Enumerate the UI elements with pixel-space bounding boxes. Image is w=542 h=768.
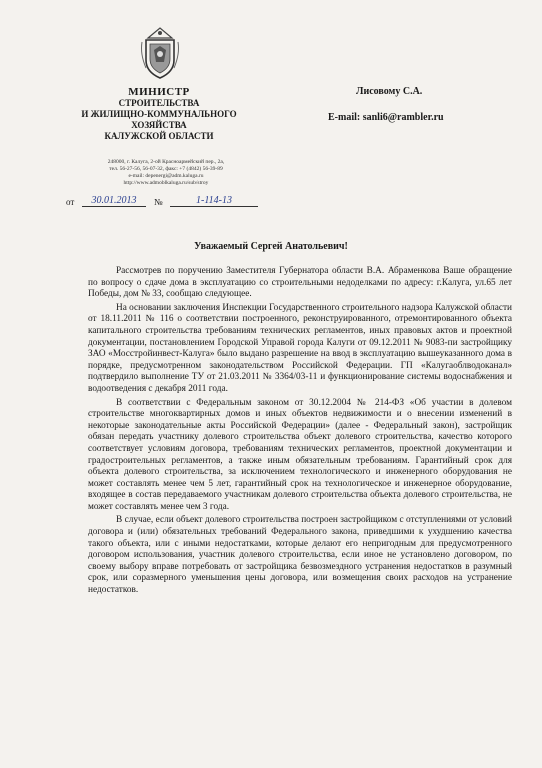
contact-address: 248000, г. Калуга, 2-ой Красноармейский пер., 2а,	[107, 159, 225, 165]
recipient-name: Лисовому С.А.	[356, 86, 423, 97]
issuer-line: СТРОИТЕЛЬСТВА	[118, 98, 200, 108]
contact-email: e-mail: depenergi@adm.kaluga.ru	[128, 173, 204, 179]
body-paragraph: На основании заключения Инспекции Государственного строительного надзора Калужской области от 18.11.2011 № 116 о соответствии построенного, реконструированного, отремонтированного объекта капитального строительства требованиям технических регламентов, иных правовых актов и проектной документации, постановлением Городской Управой города Калуги от 09.12.2011 № 9083-пи застройщику ЗАО «Мосстройинвест-Калуга» было выдано разрешение на ввод в эксплуатацию вышеуказанного дома в порядке, предусмотренном законодательством Российской Федерации. ГП «Калугаоблводоканал» подтвердило выполнение ТУ от 21.03.2011 № 3364/03-11 и функционирование системы водоснабжения и водоотведения с декабря 2011 года.	[88, 302, 512, 394]
issuer-line: И ЖИЛИЩНО-КОММУНАЛЬНОГО	[81, 109, 237, 119]
body-paragraph: В соответствии с Федеральным законом от 30.12.2004 № 214-ФЗ «Об участии в долевом строительстве многоквартирных домов и иных объектов недвижимости и о внесении изменений в некоторые законодательные акты Российской Федерации» (далее - Федеральный закон), застройщик обязан передать участнику долевого строительства объект долевого строительства, качество которого соответствует условиям договора, требованиям технических регламентов, проектной документации и градостроительных регламентов, а также иным обязательным требованиям. Гарантийный срок для объекта долевого строительства, за исключением технологического и инженерного оборудования не может составлять менее чем 5 лет, гарантийный срок на технологическое и инженерное оборудование, входящее в состав передаваемого участникам долевого строительства объекта долевого строительства, не может составлять менее чем 3 года.	[88, 397, 512, 512]
issuer-block	[66, 86, 252, 142]
contact-phone: тел. 56-27-56, 56-07-32, факс: +7 (4842) 56-39-89	[109, 166, 223, 172]
date-prefix: от	[66, 197, 75, 207]
number-value: 1-114-13	[170, 195, 258, 207]
date-value: 30.01.2013	[82, 195, 146, 207]
letter-body	[88, 266, 512, 599]
contact-website: http://www.admoblkaluga.ru/sub/stroy	[123, 180, 209, 186]
issuer-title: МИНИСТР	[128, 86, 190, 98]
issuer-line: КАЛУЖСКОЙ ОБЛАСТИ	[104, 131, 214, 141]
recipient-email: E-mail: sanli6@rambler.ru	[328, 112, 444, 123]
issuer-contacts	[86, 159, 246, 187]
body-paragraph: В случае, если объект долевого строительства построен застройщиком с отступлениями от условий договора и (или) обязательных требований Федерального закона, приведшими к ухудшению качества такого объекта, или с иными недостатками, которые делают его непригодным для предусмотренного договором использования, участник долевого строительства, если иное не установлено договором, по своему выбору вправе потребовать от застройщика безвозмездного устранения недостатков в разумный срок, или соразмерного уменьшения цены договора, или возмещения своих расходов на устранение недостатков.	[88, 515, 512, 596]
number-prefix: №	[154, 197, 163, 207]
outgoing-number	[66, 196, 266, 210]
salutation: Уважаемый Сергей Анатольевич!	[194, 241, 348, 252]
issuer-line: ХОЗЯЙСТВА	[131, 120, 187, 130]
coat-of-arms-icon	[138, 24, 182, 80]
body-paragraph: Рассмотрев по поручению Заместителя Губернатора области В.А. Абраменкова Ваше обращение по вопросу о сдаче дома в эксплуатацию со строительными недоделками по адресу: г.Калуга, ул.65 лет Победы, дом № 33, сообщаю следующее.	[88, 266, 512, 300]
